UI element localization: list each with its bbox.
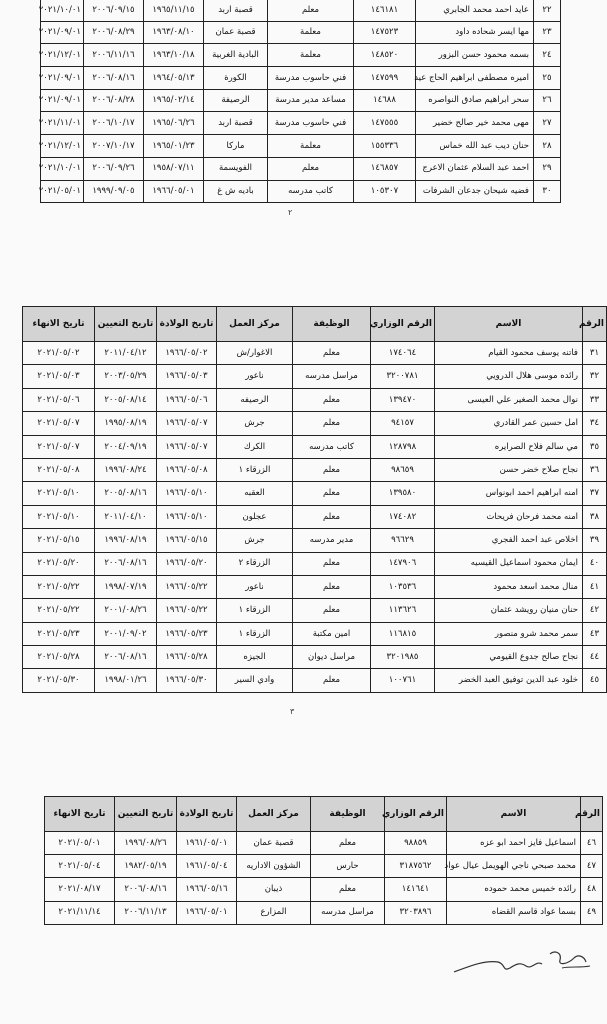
header-end-date: تاريخ الانهاء [45,797,115,832]
cell-name: عايد احمد محمد الجابري [416,0,534,21]
cell-job: معلم [311,832,385,855]
cell-appointment-date: ١٩٩٦/٠٨/٢٦ [115,832,177,855]
cell-seq: ٢٧ [534,112,561,135]
cell-end-date: ٢٠٢١/٠٨/١٧ [45,878,115,901]
cell-work-center: الرصيفه [217,388,293,411]
cell-seq: ٣٥ [583,435,607,458]
table-row [23,435,607,458]
cell-appointment-date: ٢٠١١/٠٤/١٠ [95,505,157,528]
cell-appointment-date: ١٩٩٥/٠٨/١٩ [95,412,157,435]
cell-appointment-date: ١٩٩٩/٠٩/٠٥ [84,180,144,203]
cell-seq: ٤٨ [581,878,603,901]
cell-end-date: ٢٠٢١/١٢/٠١ [41,135,84,158]
cell-seq: ٣٩ [583,529,607,552]
cell-job: فني حاسوب مدرسة [268,67,354,90]
cell-name: حنان منيان رويشد عثمان [435,599,583,622]
cell-work-center: جرش [217,412,293,435]
header-ministry-no: الرقم الوزاري [385,797,447,832]
retirement-table-part2 [22,306,607,693]
cell-birth-date: ١٩٦٦/٠٥/٢٨ [157,646,217,669]
cell-job: فني حاسوب مدرسة [268,112,354,135]
cell-job: معلم [293,412,371,435]
header-job: الوظيفة [293,307,371,342]
page-number: ٢ [288,208,293,217]
table-row [23,599,607,622]
cell-appointment-date: ٢٠٠٥/٠٨/١٤ [95,388,157,411]
cell-name: خلود عبد الدين توفيق العبد الخضر [435,669,583,692]
cell-ministry-no: ١٤٦٨٥٧ [354,157,416,180]
cell-name: اميره مصطفى ابراهيم الحاج عيد [416,67,534,90]
cell-end-date: ٢٠٢١/٠٥/١٠ [23,505,95,528]
cell-job: كاتب مدرسه [268,180,354,203]
cell-birth-date: ١٩٦٦/٠٥/٠٧ [157,412,217,435]
cell-appointment-date: ٢٠٠٦/٠٨/٢٩ [84,21,144,44]
cell-name: فاتنه يوسف محمود القيام [435,342,583,365]
cell-appointment-date: ٢٠٠١/٠٩/٠٢ [95,622,157,645]
cell-end-date: ٢٠٢١/١٢/٠١ [41,44,84,67]
cell-name: امنه ابراهيم احمد ابونواس [435,482,583,505]
cell-job: حارس [311,855,385,878]
cell-ministry-no: ٣٢٠٠٧٨١ [371,365,435,388]
cell-birth-date: ١٩٦٦/٠٥/٢٣ [157,622,217,645]
cell-seq: ٢٥ [534,67,561,90]
cell-birth-date: ١٩٦٦/٠٥/٠٨ [157,458,217,481]
cell-job: معلم [293,342,371,365]
cell-work-center: الكرك [217,435,293,458]
header-birth-date: تاريخ الولادة [177,797,237,832]
cell-work-center: ذيبان [237,878,311,901]
cell-seq: ٤٩ [581,901,603,924]
cell-work-center: وادي السير [217,669,293,692]
cell-appointment-date: ٢٠٠٣/٠٥/٢٩ [95,365,157,388]
header-seq: الرقم [583,307,607,342]
cell-ministry-no: ١٤٦٨٨ [354,89,416,112]
cell-ministry-no: ١٠٠٧٦١ [371,669,435,692]
cell-birth-date: ١٩٦٦/٠٥/٠١ [177,901,237,924]
cell-seq: ٤٤ [583,646,607,669]
cell-birth-date: ١٩٦٦/٠٥/٢٢ [157,575,217,598]
cell-name: احمد عبد السلام عثمان الاعرج [416,157,534,180]
cell-work-center: الزرقاء ١ [217,458,293,481]
cell-ministry-no: ١٣٩٥٨٠ [371,482,435,505]
header-birth-date: تاريخ الولادة [157,307,217,342]
cell-name: بسما عواد قاسم القضاه [447,901,581,924]
table-row [45,878,603,901]
cell-end-date: ٢٠٢١/٠٥/٢٠ [23,552,95,575]
cell-seq: ٤٥ [583,669,607,692]
cell-birth-date: ١٩٦٥/٠٢/١٤ [144,89,204,112]
cell-appointment-date: ٢٠٠٧/١٠/١٧ [84,135,144,158]
cell-name: سحر ابراهيم صادق النواصره [416,89,534,112]
cell-ministry-no: ١٠٥٣٠٧ [354,180,416,203]
cell-job: معلمة [268,21,354,44]
table-row [23,388,607,411]
table-row [23,342,607,365]
table-row [41,44,561,67]
cell-end-date: ٢٠٢١/٠٥/٠٧ [23,435,95,458]
cell-ministry-no: ١٤٧٥٥٥ [354,112,416,135]
cell-end-date: ٢٠٢١/٠٥/٠٧ [23,412,95,435]
table-row [23,365,607,388]
cell-appointment-date: ٢٠٠٦/١٠/١٧ [84,112,144,135]
cell-birth-date: ١٩٦٦/٠٥/١٥ [157,529,217,552]
cell-job: معلم [293,505,371,528]
cell-end-date: ٢٠٢١/٠٩/٠١ [41,89,84,112]
cell-job: معلم [293,599,371,622]
cell-seq: ٣٧ [583,482,607,505]
cell-appointment-date: ١٩٩٦/٠٨/٢٤ [95,458,157,481]
cell-ministry-no: ١٤٧٩٠٦ [371,552,435,575]
cell-name: مها ايسر شحاده داود [416,21,534,44]
cell-job: مساعد مدير مدرسة [268,89,354,112]
table-row [23,575,607,598]
cell-ministry-no: ١٥٥٣٣٦ [354,135,416,158]
table-row [23,622,607,645]
cell-job: معلم [293,482,371,505]
table-row [45,901,603,924]
header-appointment-date: تاريخ التعيين [115,797,177,832]
cell-ministry-no: ٣١٨٧٥٦٢ [385,855,447,878]
cell-end-date: ٢٠٢١/٠٥/١٠ [23,482,95,505]
header-end-date: تاريخ الانهاء [23,307,95,342]
cell-end-date: ٢٠٢١/٠٥/٠٨ [23,458,95,481]
cell-seq: ٢٣ [534,21,561,44]
cell-seq: ٤٣ [583,622,607,645]
cell-seq: ٣٦ [583,458,607,481]
cell-work-center: العقبه [217,482,293,505]
cell-work-center: الشؤون الاداريه [237,855,311,878]
page-number: ٣ [290,707,295,716]
header-name: الاسم [435,307,583,342]
table-row [41,157,561,180]
cell-appointment-date: ٢٠٠٦/٠٨/١٦ [84,67,144,90]
table-row [23,646,607,669]
cell-work-center: ناعور [217,575,293,598]
cell-job: معلم [293,552,371,575]
cell-appointment-date: ٢٠٠٦/١١/١٦ [84,44,144,67]
cell-work-center: عجلون [217,505,293,528]
cell-end-date: ٢٠٢١/١٠/٠١ [41,0,84,21]
cell-ministry-no: ٣٢٠٣٨٩٦ [385,901,447,924]
cell-job: مدير مدرسه [293,529,371,552]
cell-name: حنان ديب عبد الله خماس [416,135,534,158]
cell-appointment-date: ٢٠٠٦/١١/١٣ [115,901,177,924]
cell-work-center: الزرقاء ١ [217,599,293,622]
table-row [23,669,607,692]
cell-job: معلم [293,458,371,481]
cell-birth-date: ١٩٦٦/٠٥/٢٠ [157,552,217,575]
cell-appointment-date: ٢٠٠٦/٠٨/١٦ [95,646,157,669]
cell-appointment-date: ٢٠٠٦/٠٨/١٦ [95,552,157,575]
cell-birth-date: ١٩٦٤/٠٥/١٣ [144,67,204,90]
cell-ministry-no: ١١٦٨١٥ [371,622,435,645]
table-row [41,67,561,90]
table-row [41,180,561,203]
cell-appointment-date: ٢٠٠٦/٠٨/١٦ [115,878,177,901]
cell-ministry-no: ١٧٤٠٦٤ [371,342,435,365]
retirement-table-part1 [40,0,561,203]
cell-job: كاتب مدرسه [293,435,371,458]
cell-job: مراسل ديوان [293,646,371,669]
cell-appointment-date: ٢٠٠٥/٠٨/١٦ [95,482,157,505]
cell-end-date: ٢٠٢١/٠٥/١٥ [23,529,95,552]
cell-end-date: ٢٠٢١/٠٥/٠١ [45,832,115,855]
cell-seq: ٤٢ [583,599,607,622]
cell-appointment-date: ١٩٨٢/٠٥/١٩ [115,855,177,878]
table-row [23,505,607,528]
cell-end-date: ٢٠٢١/٠٥/٠١ [41,180,84,203]
cell-end-date: ٢٠٢١/٠٥/٠٢ [23,342,95,365]
cell-end-date: ٢٠٢١/٠٥/٢٨ [23,646,95,669]
cell-end-date: ٢٠٢١/١٠/٠١ [41,157,84,180]
cell-work-center: قصبة اربد [204,0,268,21]
cell-ministry-no: ٩٦٦٢٩ [371,529,435,552]
cell-appointment-date: ٢٠٠١/٠٨/٢٦ [95,599,157,622]
cell-ministry-no: ١٤٨٥٢٠ [354,44,416,67]
cell-seq: ٤١ [583,575,607,598]
cell-work-center: قصبة عمان [237,832,311,855]
cell-seq: ٢٤ [534,44,561,67]
cell-appointment-date: ١٩٩٨/٠١/٢٦ [95,669,157,692]
cell-birth-date: ١٩٦٦/٠٥/٠٢ [157,342,217,365]
cell-birth-date: ١٩٥٨/٠٧/١١ [144,157,204,180]
header-seq: الرقم [581,797,603,832]
header-job: الوظيفة [311,797,385,832]
cell-ministry-no: ٩٤١٥٧ [371,412,435,435]
cell-birth-date: ١٩٦٥/٠١/٢٣ [144,135,204,158]
cell-ministry-no: ١٤١٦٤١ [385,878,447,901]
cell-work-center: الاغوار/ش [217,342,293,365]
cell-name: رائده موسى هلال الدرويي [435,365,583,388]
cell-birth-date: ١٩٦٥/٠٦/٢٦ [144,112,204,135]
cell-job: معلمة [268,135,354,158]
cell-work-center: الزرقاء ٢ [217,552,293,575]
cell-job: معلم [293,388,371,411]
cell-ministry-no: ١٤٧٥٩٩ [354,67,416,90]
cell-name: نجاح صلاح خضر حسن [435,458,583,481]
cell-ministry-no: ٣٢٠١٩٨٥ [371,646,435,669]
cell-appointment-date: ٢٠٠٦/٠٩/١٥ [84,0,144,21]
cell-name: مهى محمد خير صالح خضير [416,112,534,135]
cell-end-date: ٢٠٢١/٠٥/٢٣ [23,622,95,645]
cell-seq: ٣٢ [583,365,607,388]
cell-work-center: الكورة [204,67,268,90]
cell-name: محمد صبحي ناجي الهويمل عيال عواد [447,855,581,878]
cell-birth-date: ١٩٦٣/١٠/١٨ [144,44,204,67]
cell-ministry-no: ١٧٤٠٨٢ [371,505,435,528]
cell-ministry-no: ١٤٦١٨١ [354,0,416,21]
header-name: الاسم [447,797,581,832]
table-row [41,135,561,158]
cell-work-center: قصبة عمان [204,21,268,44]
cell-work-center: قصبة اربد [204,112,268,135]
table-row [45,832,603,855]
cell-work-center: المزارع [237,901,311,924]
cell-name: نوال محمد الصغير علي العيسى [435,388,583,411]
cell-end-date: ٢٠٢١/٠٥/٢٢ [23,575,95,598]
cell-name: نجاح صالح جدوع القيومي [435,646,583,669]
cell-job: معلم [268,157,354,180]
table-row [23,529,607,552]
cell-name: امنه محمد فرحان فريحات [435,505,583,528]
retirement-table-part3 [44,796,603,925]
cell-birth-date: ١٩٦٦/٠٥/٢٢ [157,599,217,622]
table-row [23,458,607,481]
cell-name: اخلاص عبد احمد الفجري [435,529,583,552]
cell-work-center: الجيزه [217,646,293,669]
cell-seq: ٢٩ [534,157,561,180]
cell-seq: ٣٣ [583,388,607,411]
table-row [41,89,561,112]
cell-birth-date: ١٩٦٦/٠٥/٠٦ [157,388,217,411]
cell-birth-date: ١٩٦٦/٠٥/٠١ [144,180,204,203]
cell-birth-date: ١٩٦٦/٠٥/١٦ [177,878,237,901]
cell-appointment-date: ٢٠٠٤/٠٩/١٩ [95,435,157,458]
table-row [23,482,607,505]
cell-work-center: البادية الغربية [204,44,268,67]
cell-appointment-date: ٢٠٠٦/٠٨/٢٨ [84,89,144,112]
cell-end-date: ٢٠٢١/٠٥/٣٠ [23,669,95,692]
cell-work-center: الزرقاء ١ [217,622,293,645]
cell-seq: ٣٠ [534,180,561,203]
cell-work-center: الرصيفة [204,89,268,112]
table-row [41,21,561,44]
cell-seq: ٢٢ [534,0,561,21]
cell-appointment-date: ٢٠٠٦/٠٩/٢٦ [84,157,144,180]
cell-birth-date: ١٩٦١/٠٥/٠١ [177,832,237,855]
table-row [45,855,603,878]
cell-end-date: ٢٠٢١/٠٥/٠٤ [45,855,115,878]
cell-job: معلم [293,669,371,692]
cell-seq: ٣٤ [583,412,607,435]
cell-name: اسماعيل فايز احمد ابو عزه [447,832,581,855]
cell-birth-date: ١٩٦٦/٠٥/٠٣ [157,365,217,388]
cell-birth-date: ١٩٦٦/٠٥/١٠ [157,482,217,505]
table-row [23,552,607,575]
cell-name: فضيه شيحان جدعان الشرفات [416,180,534,203]
cell-job: مراسل مدرسه [293,365,371,388]
cell-job: امين مكتبة [293,622,371,645]
cell-work-center: باديه ش غ [204,180,268,203]
cell-end-date: ٢٠٢١/٠٩/٠١ [41,21,84,44]
table-row [41,112,561,135]
cell-appointment-date: ٢٠١١/٠٤/١٢ [95,342,157,365]
cell-birth-date: ١٩٦٦/٠٥/٠٧ [157,435,217,458]
cell-work-center: ناعور [217,365,293,388]
cell-work-center: جرش [217,529,293,552]
cell-job: معلم [293,575,371,598]
cell-end-date: ٢٠٢١/١١/١٤ [45,901,115,924]
cell-end-date: ٢٠٢١/٠٥/٢٢ [23,599,95,622]
cell-birth-date: ١٩٦٣/٠٨/١٠ [144,21,204,44]
header-ministry-no: الرقم الوزاري [371,307,435,342]
table-row [41,0,561,21]
cell-birth-date: ١٩٦٥/١١/١٥ [144,0,204,21]
cell-ministry-no: ٩٨٦٥٩ [371,458,435,481]
cell-name: بسمه محمود حسن البزور [416,44,534,67]
cell-name: سمر محمد شرو منصور [435,622,583,645]
cell-seq: ٤٠ [583,552,607,575]
cell-seq: ٢٨ [534,135,561,158]
cell-job: مراسل مدرسه [311,901,385,924]
cell-name: رائده خميس محمد حموده [447,878,581,901]
cell-end-date: ٢٠٢١/٠٥/٠٦ [23,388,95,411]
cell-birth-date: ١٩٦١/٠٥/٠٤ [177,855,237,878]
cell-ministry-no: ١٣٩٤٧٠ [371,388,435,411]
cell-name: امل حسين عمر القادري [435,412,583,435]
header-appointment-date: تاريخ التعيين [95,307,157,342]
cell-work-center: ماركا [204,135,268,158]
cell-end-date: ٢٠٢١/١١/٠١ [41,112,84,135]
cell-ministry-no: ١١٣٦٢٦ [371,599,435,622]
cell-job: معلمة [268,44,354,67]
cell-end-date: ٢٠٢١/٠٥/٠٣ [23,365,95,388]
header-work-center: مركز العمل [217,307,293,342]
cell-name: ايمان محمود اسماعيل القيسيه [435,552,583,575]
cell-ministry-no: ١٢٨٧٩٨ [371,435,435,458]
cell-ministry-no: ١٤٧٥٢٣ [354,21,416,44]
cell-seq: ٤٧ [581,855,603,878]
cell-job: معلم [311,878,385,901]
cell-ministry-no: ١٠٣٥٣٦ [371,575,435,598]
cell-ministry-no: ٩٨٨٥٩ [385,832,447,855]
handwritten-signature [450,942,595,982]
cell-appointment-date: ١٩٩٦/٠٨/١٩ [95,529,157,552]
cell-appointment-date: ١٩٩٨/٠٧/١٩ [95,575,157,598]
cell-seq: ٣٨ [583,505,607,528]
cell-seq: ٣١ [583,342,607,365]
header-work-center: مركز العمل [237,797,311,832]
table-row [23,412,607,435]
cell-birth-date: ١٩٦٦/٠٥/٣٠ [157,669,217,692]
cell-seq: ٤٦ [581,832,603,855]
cell-work-center: الفويسمة [204,157,268,180]
cell-name: منال محمد اسعد محمود [435,575,583,598]
cell-job: معلم [268,0,354,21]
cell-seq: ٢٦ [534,89,561,112]
cell-name: مي سالم فلاح الصرايره [435,435,583,458]
cell-birth-date: ١٩٦٦/٠٥/١٠ [157,505,217,528]
cell-end-date: ٢٠٢١/٠٩/٠١ [41,67,84,90]
